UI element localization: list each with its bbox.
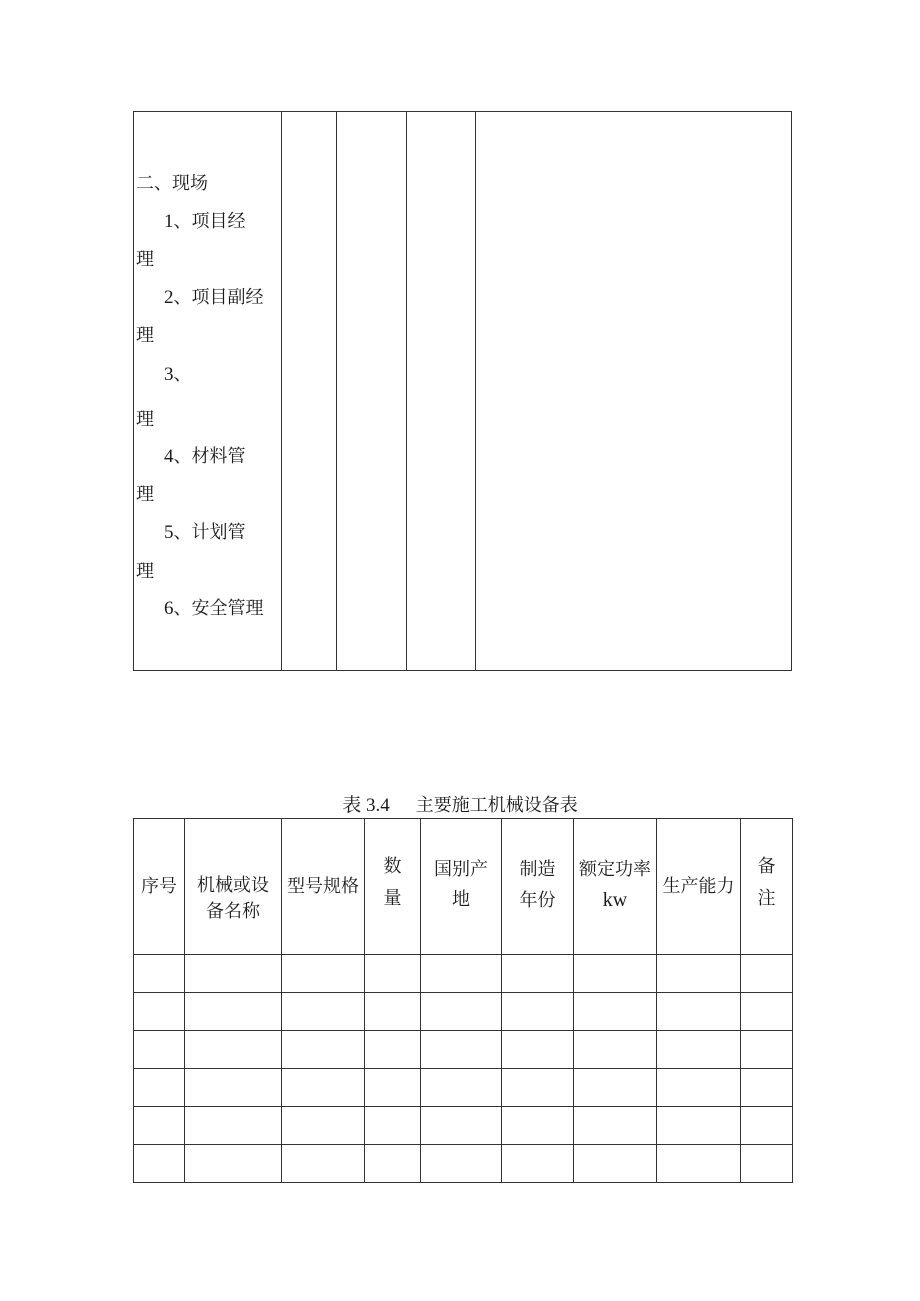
position-line: 理 bbox=[136, 409, 154, 430]
position-line: 4、材料管 bbox=[164, 446, 246, 467]
table-cell bbox=[502, 955, 574, 993]
table-cell bbox=[365, 1145, 421, 1183]
table-cell bbox=[421, 1145, 502, 1183]
table-cell bbox=[282, 1031, 365, 1069]
table-cell bbox=[365, 1069, 421, 1107]
table-cell bbox=[134, 1107, 185, 1145]
position-line: 理 bbox=[136, 561, 154, 582]
position-line: 理 bbox=[136, 325, 154, 346]
table-cell bbox=[421, 993, 502, 1031]
header-cell: 额定功率 kw bbox=[574, 819, 657, 955]
table-cell bbox=[134, 1069, 185, 1107]
header-cell: 备 注 bbox=[741, 819, 793, 955]
header-cell: 型号规格 bbox=[282, 819, 365, 955]
position-line: 理 bbox=[136, 484, 154, 505]
column-divider bbox=[475, 112, 476, 670]
header-cell: 制造 年份 bbox=[502, 819, 574, 955]
position-line: 3、 bbox=[164, 364, 192, 385]
table-cell bbox=[134, 1145, 185, 1183]
table-cell bbox=[574, 1031, 657, 1069]
table-row bbox=[134, 955, 793, 993]
table-cell bbox=[574, 1107, 657, 1145]
table-cell bbox=[365, 1031, 421, 1069]
table-cell bbox=[282, 1145, 365, 1183]
table-cell bbox=[365, 1107, 421, 1145]
position-line: 6、安全管理 bbox=[164, 598, 264, 619]
table-cell bbox=[741, 955, 793, 993]
table-cell bbox=[421, 955, 502, 993]
table-cell bbox=[365, 955, 421, 993]
table-cell bbox=[502, 1107, 574, 1145]
table-cell bbox=[134, 1031, 185, 1069]
table-cell bbox=[421, 1107, 502, 1145]
column-divider bbox=[281, 112, 282, 670]
table-row bbox=[134, 1107, 793, 1145]
caption-number: 表 3.4 bbox=[342, 795, 390, 816]
table-row bbox=[134, 993, 793, 1031]
table-cell bbox=[185, 1107, 282, 1145]
table-cell bbox=[574, 993, 657, 1031]
table-cell bbox=[741, 1031, 793, 1069]
table-cell bbox=[657, 1107, 741, 1145]
table-cell bbox=[574, 1069, 657, 1107]
staff-table bbox=[133, 111, 792, 671]
header-cell: 国别产 地 bbox=[421, 819, 502, 955]
table-cell bbox=[282, 1107, 365, 1145]
table-cell bbox=[657, 1031, 741, 1069]
column-divider bbox=[406, 112, 407, 670]
table-cell bbox=[421, 1031, 502, 1069]
position-line: 2、项目副经 bbox=[164, 287, 264, 308]
table-cell bbox=[282, 955, 365, 993]
table-cell bbox=[185, 993, 282, 1031]
position-line: 1、项目经 bbox=[164, 211, 246, 232]
table-cell bbox=[574, 955, 657, 993]
table-cell bbox=[134, 993, 185, 1031]
header-cell: 生产能力 bbox=[657, 819, 741, 955]
table-cell bbox=[365, 993, 421, 1031]
table-cell bbox=[574, 1145, 657, 1183]
table-cell bbox=[185, 1069, 282, 1107]
table-row bbox=[134, 1069, 793, 1107]
table-cell bbox=[657, 955, 741, 993]
table-cell bbox=[502, 993, 574, 1031]
table-cell bbox=[657, 1145, 741, 1183]
header-cell: 数 量 bbox=[365, 819, 421, 955]
table-cell bbox=[185, 1031, 282, 1069]
header-cell: 序号 bbox=[134, 819, 185, 955]
header-row bbox=[134, 819, 793, 955]
table-cell bbox=[502, 1145, 574, 1183]
table-caption bbox=[0, 790, 920, 817]
table-cell bbox=[657, 1069, 741, 1107]
table-row bbox=[134, 1145, 793, 1183]
table-cell bbox=[741, 1145, 793, 1183]
table-cell bbox=[282, 993, 365, 1031]
table-cell bbox=[185, 1145, 282, 1183]
table-cell bbox=[282, 1069, 365, 1107]
position-line: 理 bbox=[136, 249, 154, 270]
table-cell bbox=[502, 1069, 574, 1107]
column-divider bbox=[336, 112, 337, 670]
staff-position-cell bbox=[134, 112, 281, 670]
table-cell bbox=[657, 993, 741, 1031]
table-cell bbox=[741, 993, 793, 1031]
table-cell bbox=[741, 1069, 793, 1107]
table-cell bbox=[502, 1031, 574, 1069]
equipment-table bbox=[133, 818, 793, 1183]
table-cell bbox=[421, 1069, 502, 1107]
header-cell: 机械或设 备名称 bbox=[185, 819, 282, 955]
section-heading: 二、现场 bbox=[136, 173, 208, 194]
table-cell bbox=[741, 1107, 793, 1145]
caption-title: 主要施工机械设备表 bbox=[415, 795, 578, 816]
table-row bbox=[134, 1031, 793, 1069]
table-cell bbox=[185, 955, 282, 993]
position-line: 5、计划管 bbox=[164, 522, 246, 543]
table-cell bbox=[134, 955, 185, 993]
